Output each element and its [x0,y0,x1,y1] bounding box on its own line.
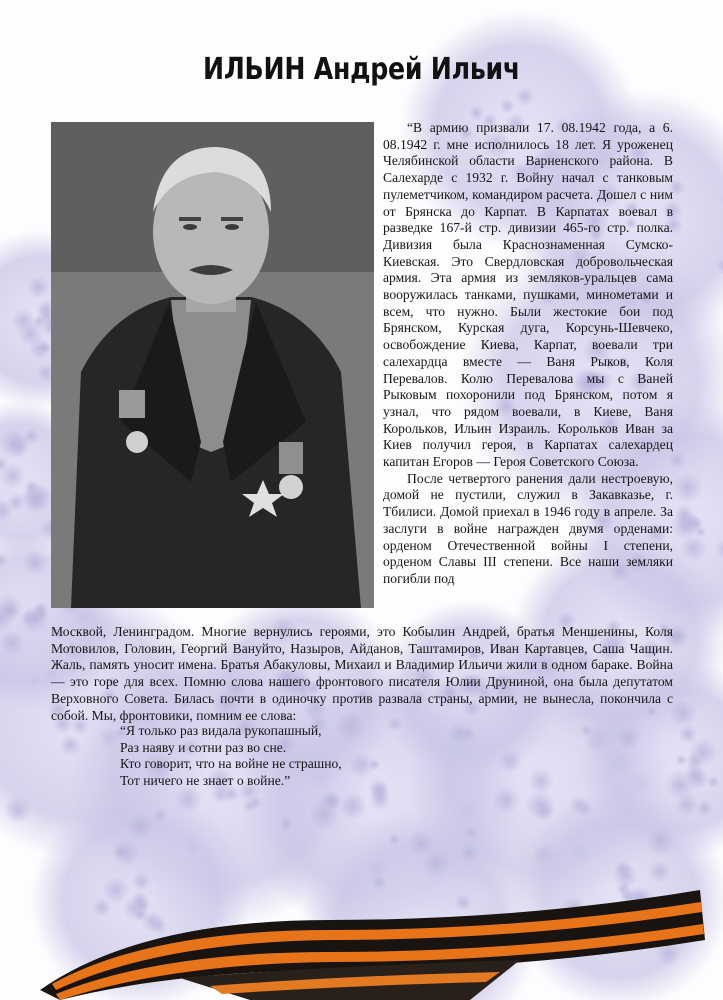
page-title: ИЛЬИН Андрей Ильич [203,52,520,87]
verse-line: Раз наяву и сотни раз во сне. [120,739,287,755]
memoir-right-column [383,120,673,588]
verse-line: Кто говорит, что на войне не страшно, [120,756,342,772]
poem-verse [120,723,342,790]
verse-line: “Я только раз видала рукопашный, [120,723,322,738]
st-george-ribbon [0,880,723,1000]
memoir-paragraph-2-start: После четвертого ранения дали нестроевую, домой не пустили, служил в Закавказье, г. Тбилиси. Домой приехал в 1946 году в апреле. За заслуги в войне награжден двумя орденами: орденом Отечественной войны I степени, орденом Славы III степени. Все наши земляки погибли под [383,470,673,586]
verse-line: Тот ничего не знает о войне.” [120,773,291,789]
portrait-photo [51,122,374,608]
memoir-paragraph-1: “В армию призвали 17. 08.1942 года, а 6. 08.1942 г. мне исполнилось 18 лет. Я уроженец Челябинской области Варненского района. В Салехарде с 1932 г. Войну начал с танковым пулеметчиком, командиром расчета. Дошел с ним от Брянска до Карпат. В Карпатах воевал в разведке 167-й стр. дивизии 465-го стр. полка. Дивизия была Краснознаменная Сумско-Киевская. Это Свердловская добровольческая армия. Эта армия из земляков-уральцев сама вооружилась танками, пушками, минометами и всем, что нужно. Были жестокие бои под Брянском, Курская дуга, Корсунь-Шевчеко, освобождение Киева, Карпат, воевали три салехардца вместе — Ваня Рыков, Коля Перевалов. Колю Перевалова мы с Ваней Рыковым похоронили под Брянском, потом я узнал, что рядом воевали, в Киеве, Ваня Корольков, Ильин Израиль. Корольков Иван за Киев получил героя, в Карпатах салехардец капитан Егоров — Героя Советского Союза. [383,120,673,470]
memoir-paragraph-2-end: Москвой, Ленинградом. Многие вернулись героями, это Кобылин Андрей, братья Меншенины, Коля Мотовилов, Головин, Георгий Вануйто, Назыров, Айданов, Таштамиров, Иван Картавцев, Саша Чащин. Жаль, память уносит имена. Братья Абакуловы, Михаил и Владимир Ильичи жили в одном бараке. Война — это горе для всех. Помню слова нашего фронтового писателя Юлии Друниной, она была депутатом Верховного Совета. Билась почти в одиночку против развала страны, армии, не вынесла, покончила с собой. Мы, фронтовики, помним ее слова: [51,624,673,723]
